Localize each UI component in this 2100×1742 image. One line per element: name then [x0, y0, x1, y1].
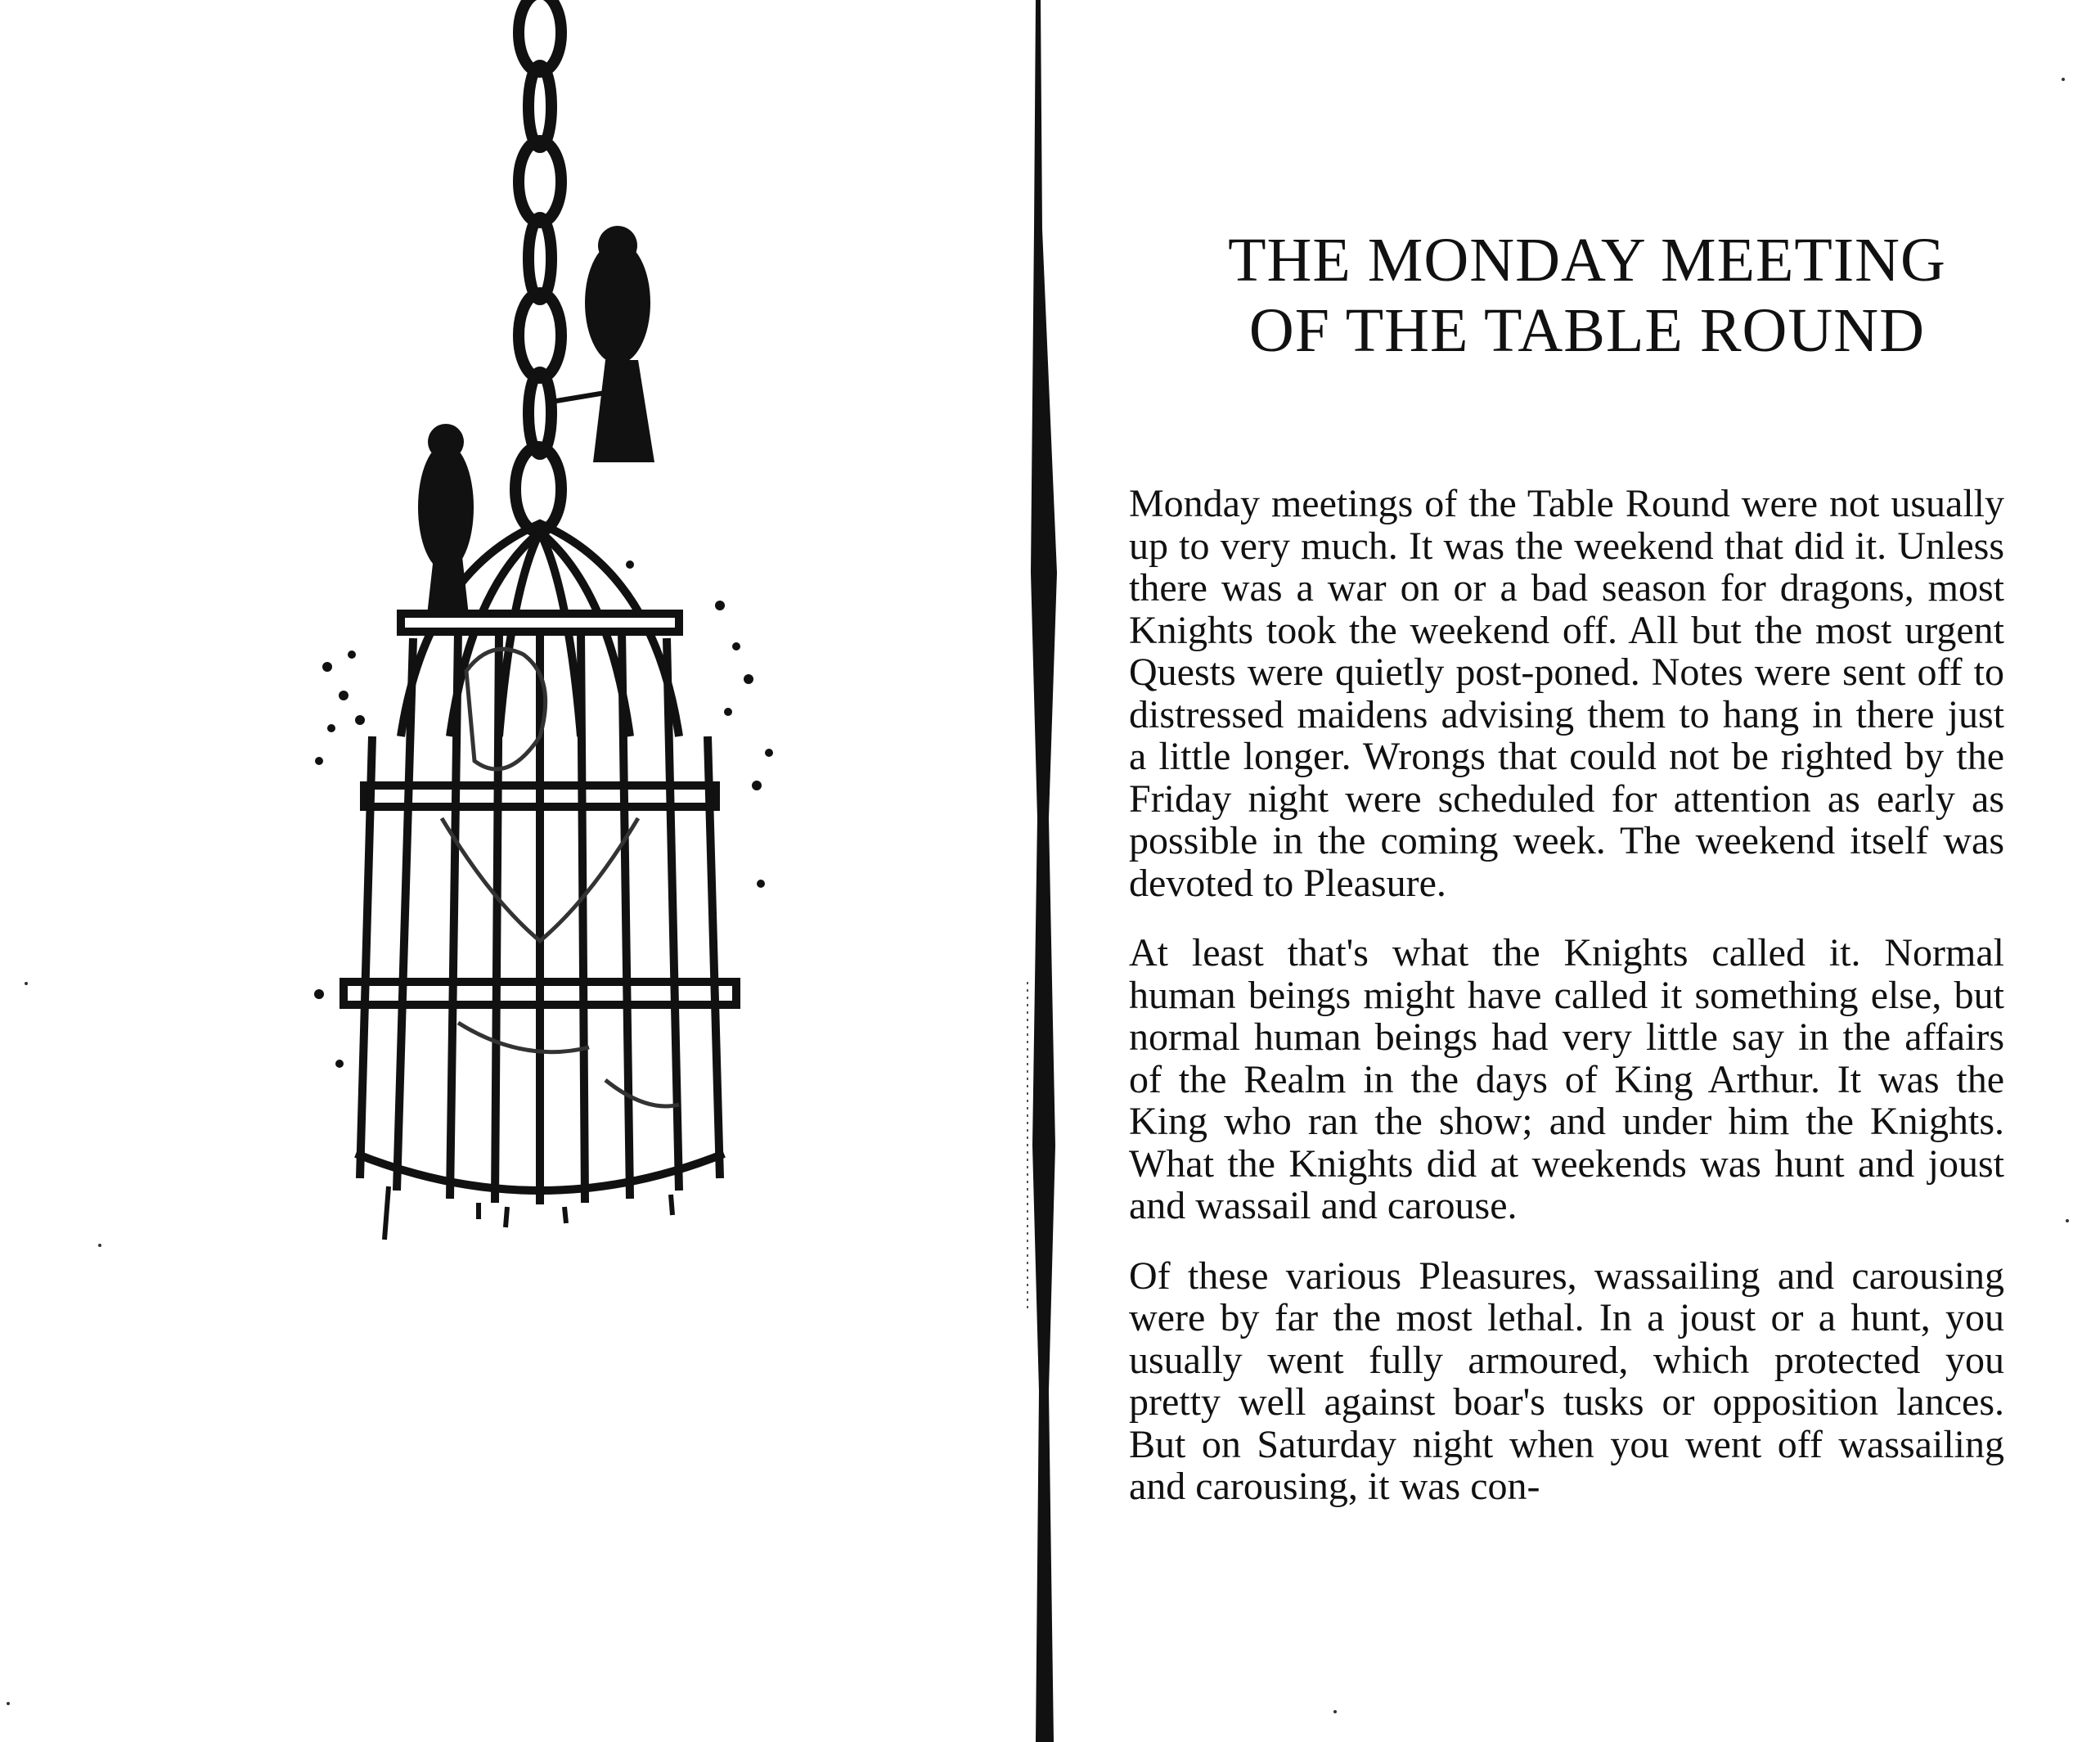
paragraph: Of these various Pleasures, wassailing and carousing were by far the most lethal. In a joust or a hunt, you usually went fully armoured, which protected you pretty well against boar's tusks or opposition lances. But on Saturday night when you went off wassailing and carousing, it was con- — [1129, 1254, 2004, 1508]
paper-speck — [98, 1244, 101, 1247]
paragraph: At least that's what the Knights called it. Normal human beings might have called it something else, but normal human beings had very little say in the affairs of the Realm in the days of King Arthur. It was the King who ran the show; and under him the Knights. What the Knights did at weekends was hunt and joust and wassail and carouse. — [1129, 931, 2004, 1227]
chapter-title-line-1: THE MONDAY MEETING — [1228, 226, 1946, 295]
cage — [344, 524, 736, 1204]
right-page — [1072, 0, 2100, 1742]
left-page — [0, 0, 1039, 1742]
chapter-title-line-2: OF THE TABLE ROUND — [1248, 296, 1926, 365]
paragraph: Monday meetings of the Table Round were not usually up to very much. It was the weekend that did it. Unless there was a war on or a bad season for dragons, most Knights took the weekend off. All but the most urgent Quests were quietly post-poned. Notes were sent off to distressed maidens advising them to hang in there just a little longer. Wrongs that could not be righted by the Friday night were scheduled for attention as early as possible in the coming week. The weekend itself was devoted to Pleasure. — [1129, 482, 2004, 905]
chapter-title — [1129, 225, 2045, 366]
hanging-cage-illustration — [295, 0, 785, 1260]
paper-speck — [7, 1702, 10, 1705]
paper-speck — [2062, 78, 2065, 81]
paper-speck — [1333, 1710, 1337, 1713]
crow-upper — [556, 226, 654, 462]
chain — [515, 0, 561, 532]
paper-speck — [2066, 1219, 2069, 1222]
paper-speck — [25, 982, 28, 985]
prisoner-figure — [442, 649, 679, 1106]
book-spine-gutter — [1024, 0, 1073, 1742]
chapter-body — [1129, 483, 2004, 1536]
